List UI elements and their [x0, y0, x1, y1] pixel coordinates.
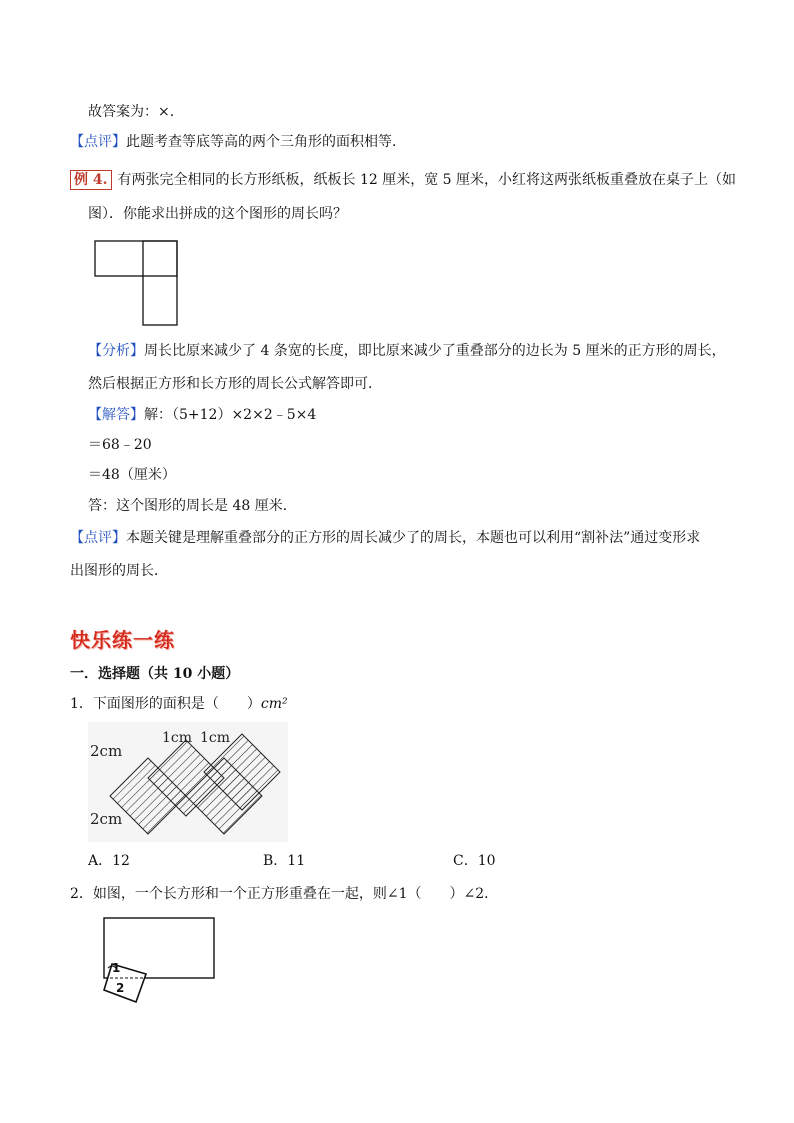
example4-comment-line2: 出图形的周长． — [70, 563, 168, 579]
analysis-line2: 然后根据正方形和长方形的周长公式解答即可． — [88, 376, 382, 392]
solution-line2: ＝68﹣20 — [88, 437, 152, 453]
analysis-tag: 【分析】 — [88, 343, 144, 359]
q1-option-a[interactable]: A．12 — [88, 853, 130, 869]
practice-heading: 一．选择题（共 10 小题） — [70, 666, 240, 682]
q1-option-b[interactable]: B．11 — [263, 853, 306, 869]
q1-option-c[interactable]: C．10 — [453, 853, 496, 869]
example4-question-text1: 有两张完全相同的长方形纸板，纸板长 12 厘米，宽 5 厘米，小红将这两张纸板重叠放在桌子上（如 — [117, 172, 737, 188]
example4-horizontal-rect — [95, 241, 177, 276]
q1-label-top1: 1cm — [162, 730, 193, 746]
q1-figure — [88, 722, 288, 842]
q2-angle1-label: 1 — [112, 961, 121, 975]
example4-vertical-rect — [143, 241, 177, 325]
example4-answer: 答：这个图形的周长是 48 厘米． — [88, 498, 297, 514]
example4-question-line1 — [70, 170, 736, 190]
example4-question-line2: 图）．你能求出拼成的这个图形的周长吗？ — [88, 206, 347, 222]
section-title: 快乐练一练 — [70, 628, 175, 652]
solution-line1 — [88, 405, 316, 425]
comment-line — [70, 132, 406, 152]
solution-text1: 解：（5+12）×2×2﹣5×4 — [144, 407, 317, 423]
example4-comment-tag: 【点评】 — [70, 530, 126, 546]
analysis-line1 — [88, 341, 726, 361]
example4-comment-line1 — [70, 528, 700, 548]
q1-stem: 1．下面图形的面积是（ ） — [70, 696, 261, 712]
q2-square — [104, 964, 146, 1002]
q1-label-left-bottom: 2cm — [90, 810, 123, 828]
q1-label-top2: 1cm — [200, 730, 231, 746]
q2-figure — [100, 916, 220, 1006]
comment-text: 此题考查等底等高的两个三角形的面积相等． — [126, 134, 406, 150]
q2-text: 2．如图，一个长方形和一个正方形重叠在一起，则∠1（ ）∠2． — [70, 886, 499, 902]
q1-text — [70, 694, 288, 714]
q1-unit: cm² — [260, 696, 288, 712]
q1-label-left-top: 2cm — [90, 742, 123, 760]
q2-angle2-label: 2 — [116, 981, 125, 995]
analysis-text1: 周长比原来减少了 4 条宽的长度，即比原来减少了重叠部分的边长为 5 厘米的正方形的周长， — [144, 343, 726, 359]
example4-figure — [94, 240, 184, 330]
answer-line: 故答案为：×． — [88, 104, 184, 120]
comment-tag: 【点评】 — [70, 134, 126, 150]
example4-label: 例 4. — [70, 170, 112, 190]
solution-tag: 【解答】 — [88, 407, 144, 423]
solution-line3: ＝48（厘米） — [88, 467, 176, 483]
example4-comment-text1: 本题关键是理解重叠部分的正方形的周长减少了的周长，本题也可以利用“割补法”通过变形求 — [126, 530, 701, 546]
